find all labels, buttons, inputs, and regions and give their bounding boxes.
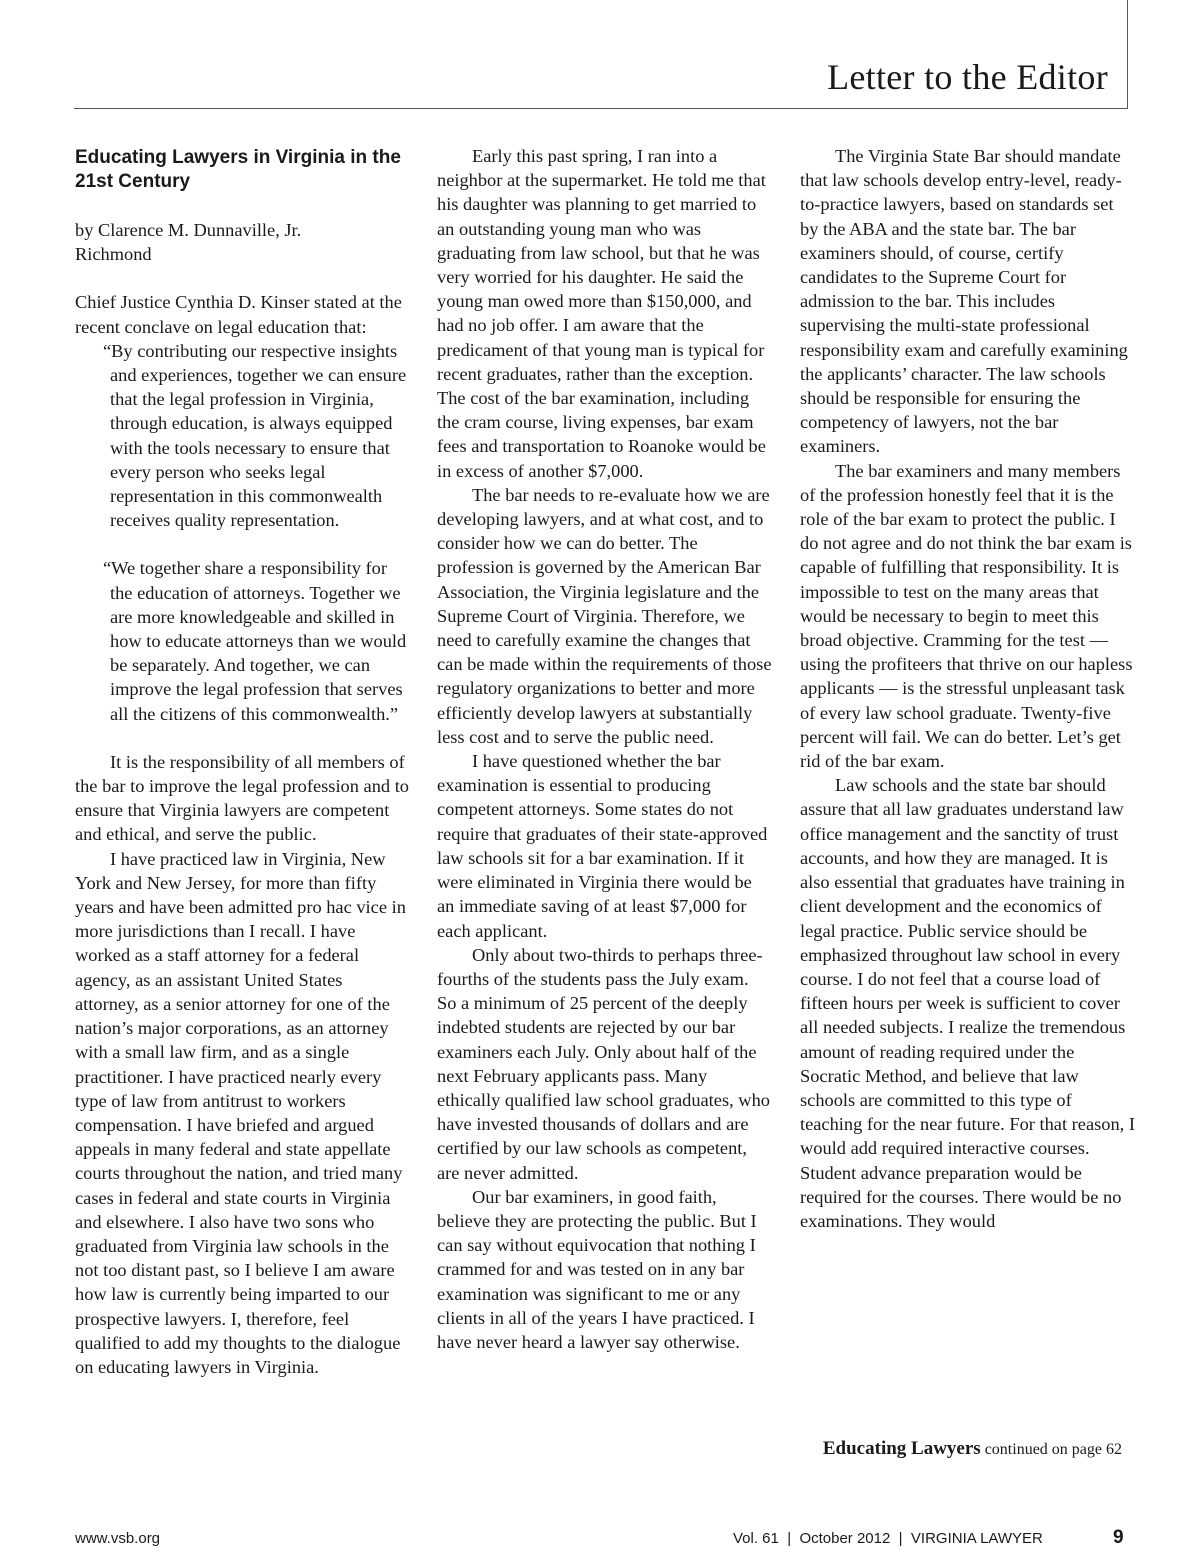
body-paragraph: Law schools and the state bar should assure that all law graduates understand law office management and the sanctity of trust accounts, and how they are managed. It is also essential that graduates have training in client development and the economics of legal practice. Public service should be emphasized throughout law school in every course. I do not feel that a course load of fifteen hours per week is sufficient to cover all needed subjects. I realize the tremendous amount of reading required under the Socratic Method, and believe that law schools are committed to this type of teaching for the near future. For that reason, I would add required interactive courses. Student advance preparation would be required for the courses. There would be no examinations. They would	[800, 775, 1135, 1231]
intro-paragraph: Chief Justice Cynthia D. Kinser stated at the recent conclave on legal education that:	[75, 292, 402, 337]
continued-text: continued on page 62	[984, 1441, 1122, 1458]
body-paragraph: The bar examiners and many members of the profession honestly feel that it is the role of the bar exam to protect the public. I do not agree and do not think the bar exam is capable of fulfilling that responsibility. It is impossible to test on the many areas that would be necessary to begin to meet this broad objective. Cramming for the test — using the profiteers that thrive on our hapless applicants — is the stressful unpleasant task of every law school graduate. Twenty-five percent will fail. We can do better. Let’s get rid of the bar exam.	[800, 460, 1133, 772]
byline: by Clarence M. Dunnaville, Jr.	[75, 220, 302, 240]
column-1	[75, 144, 410, 1379]
column-2	[437, 144, 772, 1354]
footer-website[interactable]: www.vsb.org	[75, 1530, 161, 1547]
section-title: Letter to the Editor	[827, 57, 1108, 97]
header-rule	[74, 108, 1128, 109]
body-paragraph: Our bar examiners, in good faith, believe they are protecting the public. But I can say without equivocation that nothing I crammed for and was tested on in any bar examination was significant to me or any clients in all of the years I have practiced. I have never heard a lawyer say otherwise.	[437, 1186, 757, 1352]
blockquote-1: “By contributing our respective insights and experiences, together we can ensure that the legal profession in Virginia, through education, is always equipped with the tools necessary to ensure that every person who seeks legal representation in this commonwealth receives quality representation.	[103, 340, 407, 531]
body-paragraph: It is the responsibility of all members of the bar to improve the legal profession and to ensure that Virginia lawyers are competent and ethical, and serve the public.	[75, 751, 410, 845]
article-title: Educating Lawyers in Virginia in the 21st Century	[75, 147, 401, 192]
header-vertical-rule	[1127, 0, 1128, 109]
body-paragraph: I have practiced law in Virginia, New York and New Jersey, for more than fifty years and have been admitted pro hac vice in more jurisdictions than I recall. I have worked as a staff attorney for a federal agency, as an assistant United States attorney, as a senior attorney for one of the nation’s major corporations, as an attorney with a small law firm, and as a single practitioner. I have practiced nearly every type of law from antitrust to workers compensation. I have briefed and argued appeals in many federal and state appellate courts throughout the nation, and tried many cases in federal and state courts in Virginia and elsewhere. I also have two sons who graduated from Virginia law schools in the not too distant past, so I believe I am aware how law is currently being imparted to our prospective lawyers. I, therefore, feel qualified to add my thoughts to the dialogue on educating lawyers in Virginia.	[75, 848, 406, 1377]
body-paragraph: Only about two-thirds to perhaps three-fourths of the students pass the July exam. So a minimum of 25 percent of the deeply indebted students are rejected by our bar examiners each July. Only about half of the next February applicants pass. Many ethically qualified law school graduates, who have invested thousands of dollars and are certified by our law schools as competent, are never admitted.	[437, 944, 770, 1183]
blockquote-2: “We together share a responsibility for the education of attorneys. Together we are more knowledgeable and skilled in how to educate attorneys than we would be separately. And together, we can improve the legal profession that serves all the citizens of this commonwealth.”	[103, 558, 407, 724]
footer-issue-info: Vol. 61 | October 2012 | VIRGINIA LAWYER	[733, 1530, 1043, 1547]
body-paragraph: I have questioned whether the bar examination is essential to producing competent attorneys. Some states do not require that graduates of their state-approved law schools sit for a bar examination. If it were eliminated in Virginia there would be an immediate saving of at least $7,000 for each applicant.	[437, 751, 768, 941]
continued-note	[823, 1438, 1122, 1460]
continued-label: Educating Lawyers	[822, 1438, 981, 1459]
page-number: 9	[1113, 1527, 1124, 1548]
column-3	[800, 144, 1135, 1233]
byline-location: Richmond	[75, 244, 152, 265]
body-paragraph: Early this past spring, I ran into a neighbor at the supermarket. He told me that his daughter was planning to get married to an outstanding young man who was graduating from law school, but that he was very worried for his daughter. He said the young man owed more than $150,000, and had no job offer. I am aware that the predicament of that young man is typical for recent graduates, rather than the exception. The cost of the bar examination, including the cram course, living expenses, bar exam fees and transportation to Roanoke would be in excess of another $7,000.	[437, 146, 766, 481]
body-paragraph: The bar needs to re-evaluate how we are developing lawyers, and at what cost, and to consider how we can do better. The profession is governed by the American Bar Association, the Virginia legislature and the Supreme Court of Virginia. Therefore, we need to carefully examine the changes that can be made within the requirements of those regulatory organizations to better and more efficiently develop lawyers at substantially less cost and to serve the public need.	[437, 484, 772, 747]
body-paragraph: The Virginia State Bar should mandate that law schools develop entry-level, ready-to-practice lawyers, based on standards set by the ABA and the state bar. The bar examiners should, of course, certify candidates to the Supreme Court for admission to the bar. This includes supervising the multi-state professional responsibility exam and carefully examining the applicants’ character. The law schools should be responsible for ensuring the competency of lawyers, not the bar examiners.	[800, 146, 1128, 457]
